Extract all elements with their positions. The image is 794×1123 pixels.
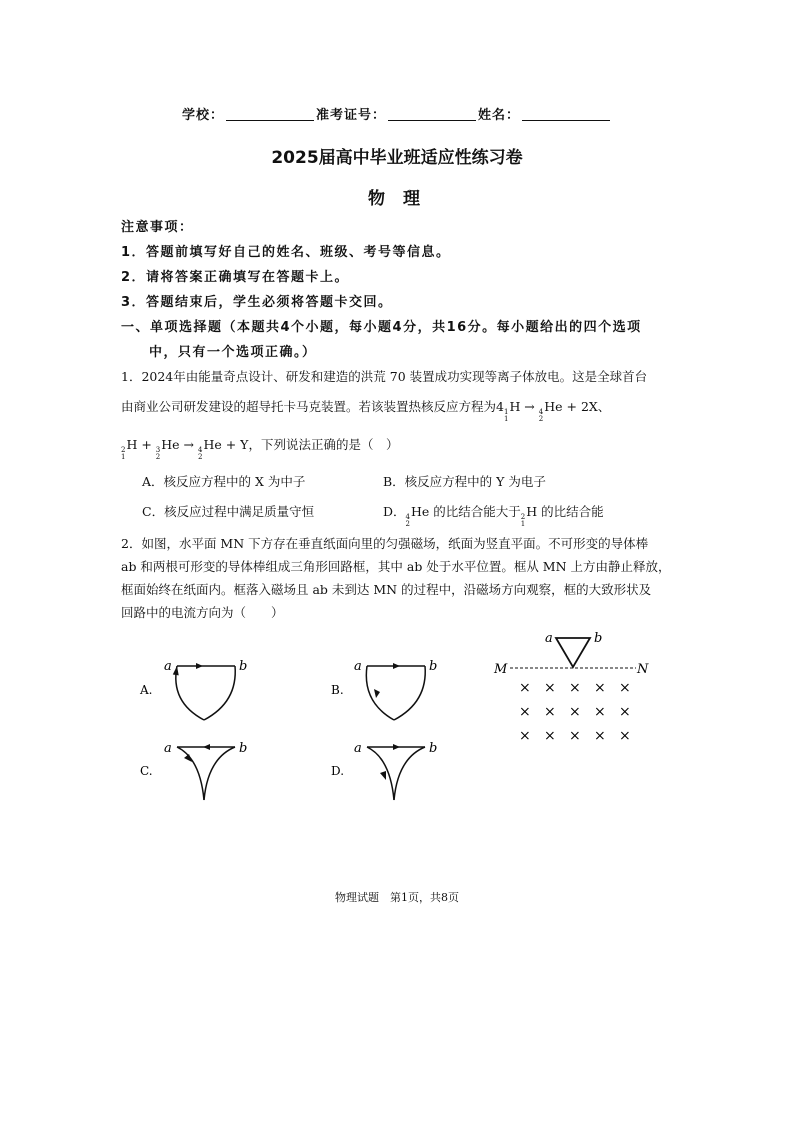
side-left [176,666,204,720]
q2-text-line3: 框面始终在纸面内。框落入磁场且 ab 未到达 MN 的过程中，沿磁场方向观察，框的大致形状及 [121,582,652,597]
side-right [394,666,425,720]
arrow-left-side [374,689,380,698]
point-b-label: b [239,659,248,674]
field-cross: × [519,704,531,720]
page-footer: 物理试题 第1页，共8页 [335,891,459,904]
point-b-label: b [594,631,603,646]
arrow-right [393,663,400,669]
arrow-left [203,744,210,750]
q1-option-b[interactable]: B．核反应方程中的 Y 为电子 [383,474,546,489]
field-cross: × [544,680,556,696]
point-b-label: b [239,741,248,756]
option-c-diagram[interactable] [140,741,247,800]
point-b-label: b [429,659,438,674]
field-cross: × [569,704,581,720]
field-cross: × [519,728,531,744]
q1-option-c[interactable]: C．核反应过程中满足质量守恒 [142,504,315,519]
field-cross: × [569,680,581,696]
point-a-label: a [545,631,553,646]
arrow-left [196,663,203,669]
option-b-diagram[interactable] [331,659,437,720]
name-label: 姓名： [478,108,521,123]
side-left [177,747,204,800]
notice-item: 2．请将答案正确填写在答题卡上。 [121,270,350,285]
field-cross: × [619,704,631,720]
field-cross: × [544,704,556,720]
point-n-label: N [637,662,649,677]
option-d-label: D. [331,764,345,778]
subject-title: 物 理 [368,189,426,209]
field-cross: × [619,680,631,696]
q2-text-line2: ab 和两根可形变的导体棒组成三角形回路框，其中 ab 处于水平位置。框从 MN 上方由静止释放， [121,559,671,574]
option-a-diagram[interactable] [139,659,247,720]
name-blank[interactable] [522,106,610,121]
side-right [204,666,235,720]
point-a-label: a [354,659,362,674]
student-info-line [0,104,794,123]
notice-item: 3．答题结束后，学生必须将答题卡交回。 [121,295,393,310]
point-m-label: M [494,662,508,677]
q1-text-line3: 2 1 H + 3 2 He → 4 2 He + Y，下列说法正确的是（ ） [121,437,399,461]
reaction-equation-2: 2 1 H + 3 2 He → 4 2 He + Y [121,437,249,461]
arrow-right [393,744,400,750]
option-b-label: B. [331,683,344,697]
q1-option-a[interactable]: A．核反应方程中的 X 为中子 [142,474,306,489]
field-cross: × [569,728,581,744]
q1-text-line1: 1．2024年由能量奇点设计、研发和建造的洪荒 70 装置成功实现等离子体放电。这是全球首台 [121,369,648,384]
q2-options-figure [120,628,649,798]
field-cross: × [519,680,531,696]
notice-item: 1．答题前填写好自己的姓名、班级、考号等信息。 [121,245,451,260]
reaction-equation-1: 4 1 1 H → 4 2 He + 2X、 [496,399,611,423]
point-a-label: a [354,741,362,756]
q2-text-line1: 2．如图，水平面 MN 下方存在垂直纸面向里的匀强磁场，纸面为竖直平面。不可形变的导体棒 [121,536,649,551]
point-b-label: b [429,741,438,756]
triangle-frame [556,638,590,667]
field-cross: × [619,728,631,744]
arrow-left-side [380,771,386,780]
option-a-label: A. [140,683,153,697]
section-heading-cont: 中，只有一个选项正确。） [149,345,317,360]
field-cross: × [594,680,606,696]
exam-id-label: 准考证号： [315,108,386,123]
point-a-label: a [164,659,172,674]
section-heading: 一、单项选择题（本题共4个小题，每小题4分，共16分。每小题给出的四个选项 [121,320,642,335]
magnetic-field [519,680,631,744]
field-cross: × [544,728,556,744]
exam-id-blank[interactable] [388,106,476,121]
side-right [394,747,425,800]
field-cross: × [594,704,606,720]
notice-heading: 注意事项： [121,220,194,235]
exam-title: 2025届高中毕业班适应性练习卷 [271,148,523,168]
side-right [204,747,235,800]
school-label: 学校： [181,108,224,123]
school-blank[interactable] [226,106,314,121]
q1-text-line2: 由商业公司研发建设的超导托卡马克装置。若该装置热核反应方程为4 1 1 H → 4 2 He + 2X、 [121,399,611,423]
option-c-label: C. [140,764,153,778]
q2-text-line4: 回路中的电流方向为（ ） [121,605,284,620]
point-a-label: a [164,741,172,756]
q1-option-d[interactable]: D． 4 2 He 的比结合能大于 2 1 H 的比结合能 [383,504,604,528]
option-d-diagram[interactable] [331,741,437,800]
setup-diagram [493,631,649,744]
field-cross: × [594,728,606,744]
side-left [366,666,394,720]
